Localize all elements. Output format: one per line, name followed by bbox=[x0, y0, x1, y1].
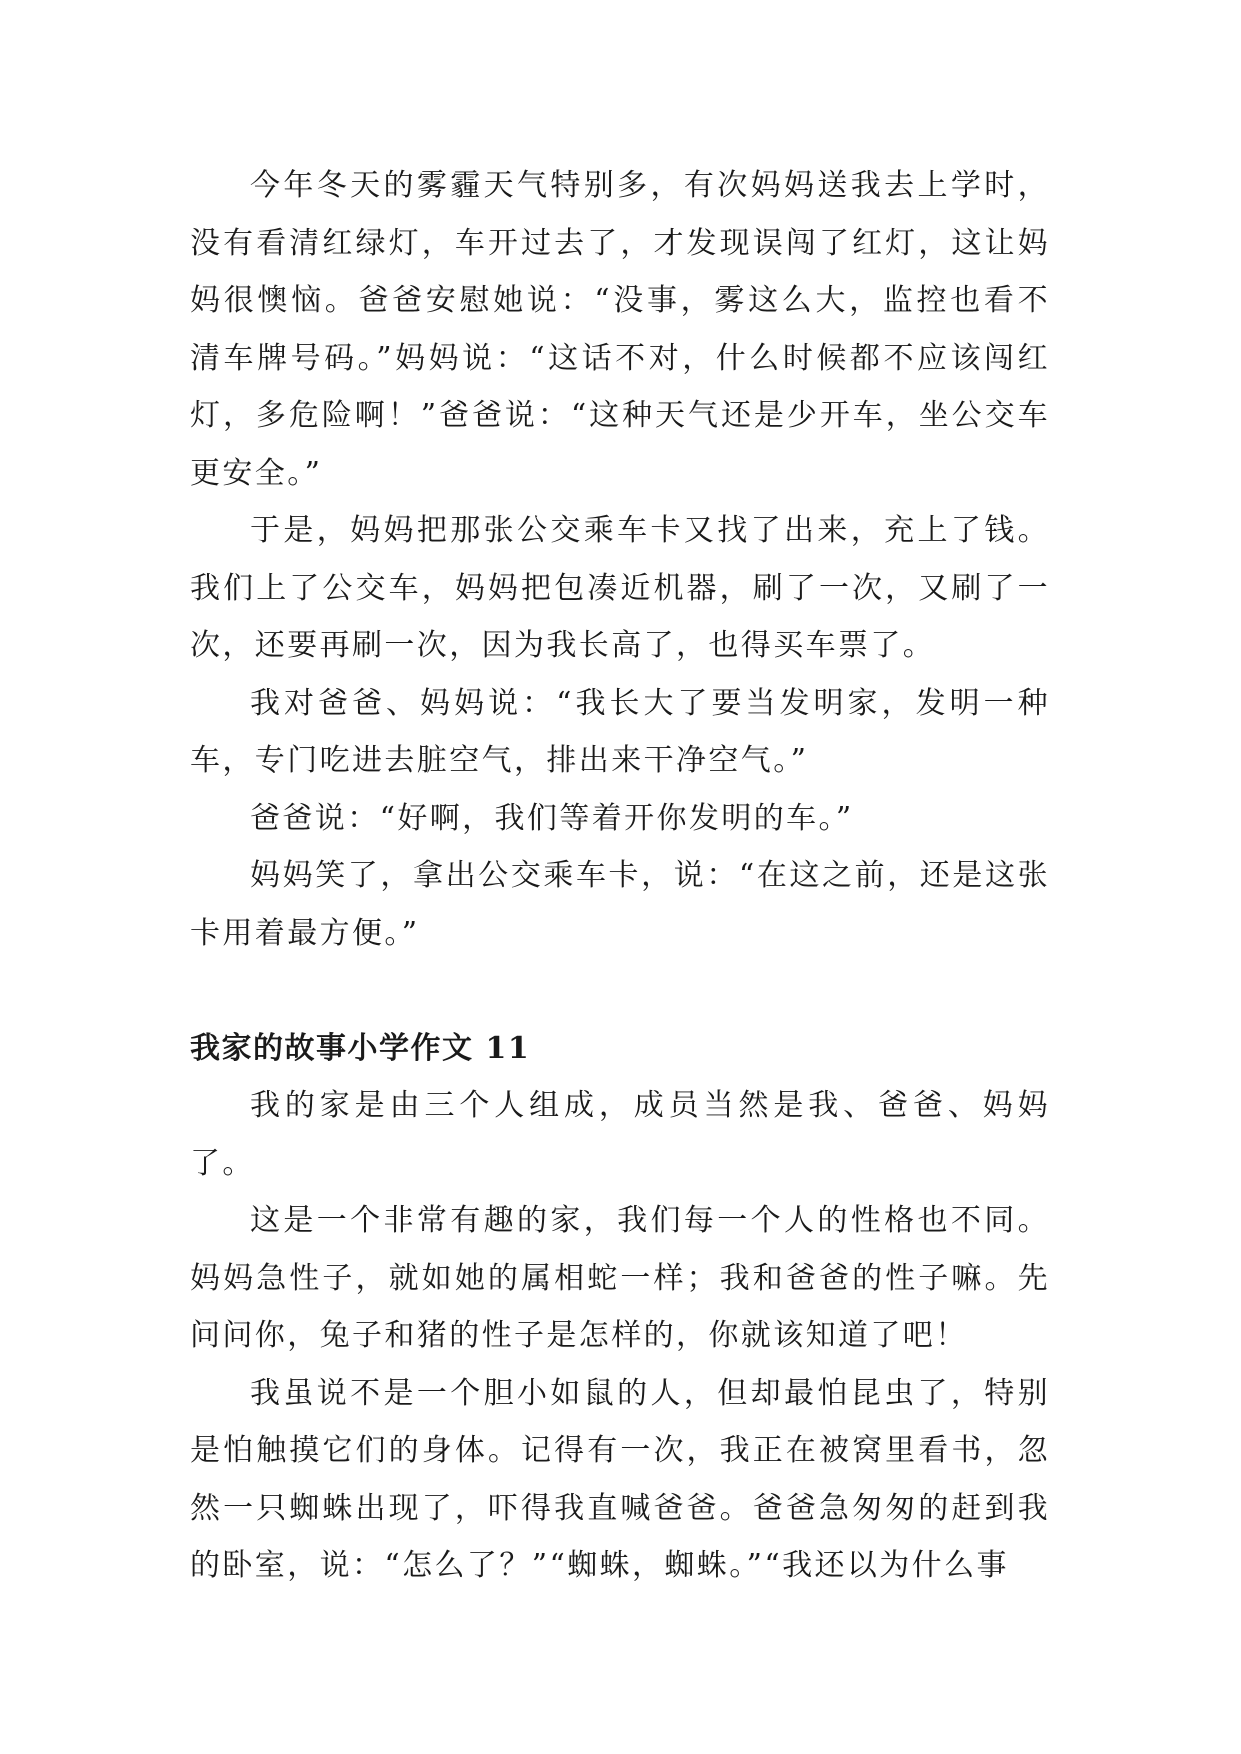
paragraph: 我虽说不是一个胆小如鼠的人，但却最怕昆虫了，特别是怕触摸它们的身体。记得有一次，我正在被窝里看书，忽然一只蜘蛛出现了，吓得我直喊爸爸。爸爸急匆匆的赶到我的卧室，说：“怎么了？”“蜘蛛，蜘蛛。”“我还以为什么事 bbox=[190, 1375, 1050, 1583]
paragraph: 我对爸爸、妈妈说：“我长大了要当发明家，发明一种车，专门吃进去脏空气，排出来干净空气。” bbox=[190, 685, 1050, 778]
section-spacer bbox=[190, 962, 1050, 1020]
paragraph: 我的家是由三个人组成，成员当然是我、爸爸、妈妈了。 bbox=[190, 1088, 1050, 1181]
paragraph: 这是一个非常有趣的家，我们每一个人的性格也不同。妈妈急性子，就如她的属相蛇一样；我和爸爸的性子嘛。先问问你，兔子和猪的性子是怎样的，你就该知道了吧！ bbox=[190, 1203, 1050, 1353]
paragraph: 爸爸说：“好啊，我们等着开你发明的车。” bbox=[250, 800, 854, 836]
paragraph: 妈妈笑了，拿出公交乘车卡，说：“在这之前，还是这张卡用着最方便。” bbox=[190, 858, 1050, 951]
document-body bbox=[190, 157, 1050, 1595]
section-title: 我家的故事小学作文 11 bbox=[190, 1030, 531, 1066]
paragraph: 今年冬天的雾霾天气特别多，有次妈妈送我去上学时，没有看清红绿灯，车开过去了，才发现误闯了红灯，这让妈妈很懊恼。爸爸安慰她说：“没事，雾这么大，监控也看不清车牌号码。”妈妈说：“这话不对，什么时候都不应该闯红灯，多危险啊！”爸爸说：“这种天气还是少开车，坐公交车更安全。” bbox=[190, 168, 1050, 491]
paragraph: 于是，妈妈把那张公交乘车卡又找了出来，充上了钱。我们上了公交车，妈妈把包凑近机器，刷了一次，又刷了一次，还要再刷一次，因为我长高了，也得买车票了。 bbox=[190, 513, 1050, 663]
